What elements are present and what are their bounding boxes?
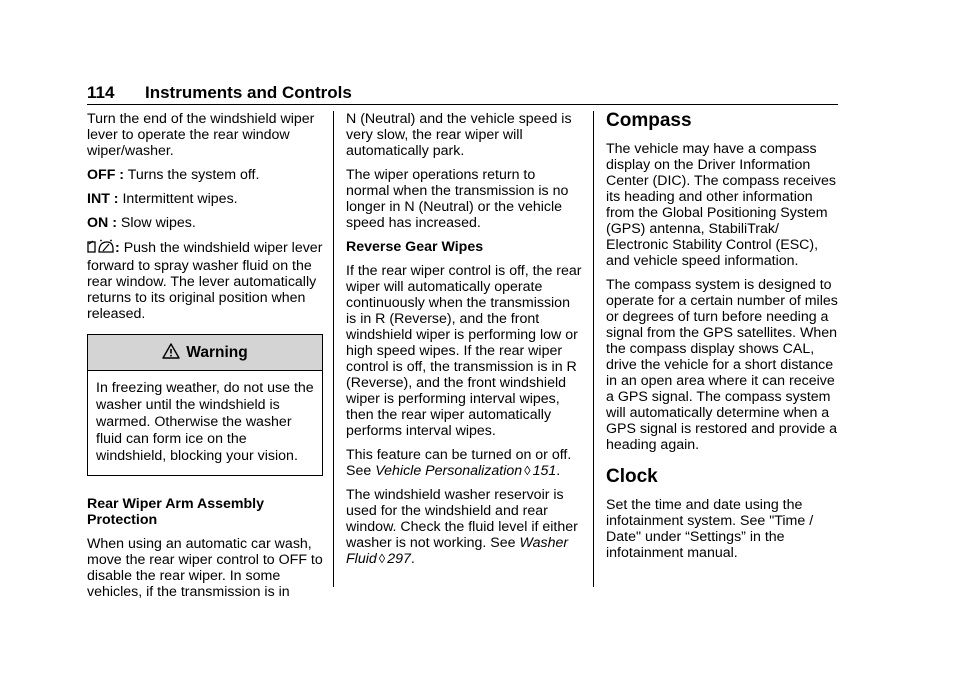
washer-fluid-link[interactable]: Washer Fluid <box>346 535 569 567</box>
compass-paragraph-2: The compass system is designed to operate for a certain number of miles or degrees of turn before needing a signal from the GPS satellites. When the compass display shows CAL, drive the vehicle for a short distance in an open area where it can receive a GPS signal. The compass system will automatically determine when a GPS signal is restored and provide a heading again. <box>606 277 838 453</box>
rear-arm-paragraph: When using an automatic car wash, move the rear wiper control to OFF to disable the rear wiper. In some vehicles, if the transmission is in <box>87 536 323 600</box>
int-item <box>87 191 323 207</box>
page-header <box>87 82 838 105</box>
page-number: 114 <box>87 83 115 102</box>
on-item <box>87 215 323 231</box>
warning-box <box>87 334 323 476</box>
feature-text: This feature can be turned on or off. See <box>346 447 572 479</box>
compass-paragraph-1: The vehicle may have a compass display on the Driver Information Center (DIC). The compass receives its heading and other information from the Global Positioning System (GPS) antenna, StabiliTrak/ Electronic Stability Control (ESC), and vehicle speed information. <box>606 141 836 269</box>
page-ref-icon: ◊ <box>378 551 386 566</box>
clock-paragraph: Set the time and date using the infotainment system. See "Time / Date" under “Settings” in the infotainment manual. <box>606 497 814 561</box>
washer-text: Push the windshield wiper lever forward to spray washer fluid on the rear window. The lever automatically returns to its original position when released. <box>87 240 323 322</box>
neutral-paragraph: N (Neutral) and the vehicle speed is very slow, the rear wiper will automatically park. <box>346 111 572 159</box>
column-divider <box>333 111 334 587</box>
warning-header <box>88 335 322 371</box>
washer-item <box>87 239 323 322</box>
compass-heading: Compass <box>606 110 692 131</box>
warning-title: Warning <box>186 343 248 361</box>
warning-body: In freezing weather, do not use the washer until the windshield is warmed. Otherwise the washer fluid can form ice on the windshield, blocking your vision. <box>96 380 314 464</box>
off-item <box>87 167 323 183</box>
int-text: Intermittent wipes. <box>122 191 238 207</box>
off-label: OFF : <box>87 167 125 183</box>
clock-heading: Clock <box>606 466 658 487</box>
intro-paragraph: Turn the end of the windshield wiper lever to operate the rear window wiper/washer. <box>87 111 315 159</box>
column-divider <box>593 111 594 587</box>
page-ref-number[interactable]: 151 <box>532 463 557 479</box>
on-text: Slow wipes. <box>120 215 196 231</box>
vehicle-personalization-link[interactable]: Vehicle Personalization <box>375 463 523 479</box>
on-label: ON : <box>87 215 117 231</box>
reservoir-paragraph: The windshield washer reservoir is used for the windshield and rear window. Check the fluid level if either washer is not working. See Washer Fluid ◊ 297. <box>346 487 578 567</box>
reservoir-text: The windshield washer reservoir is used for the windshield and rear window. Check the fluid level if either washer is not working. See <box>346 487 578 551</box>
column-right <box>606 111 842 569</box>
section-title: Instruments and Controls <box>145 83 352 102</box>
column-left <box>87 111 323 608</box>
feature-paragraph: This feature can be turned on or off. See Vehicle Personalization ◊ 151. <box>346 447 572 479</box>
return-paragraph: The wiper operations return to normal when the transmission is no longer in N (Neutral) or the vehicle speed has increased. <box>346 167 569 231</box>
page-ref-number[interactable]: 297 <box>387 551 411 567</box>
reverse-heading: Reverse Gear Wipes <box>346 239 484 255</box>
washer-separator: : <box>115 240 120 256</box>
reverse-paragraph: If the rear wiper control is off, the rear wiper will automatically operate continuously when the transmission is in R (Reverse), and the front windshield wiper is performing low or high speed wipes. If the rear wiper control is off, the transmission is in R (Reverse), and the front windshield wiper is performing interval wipes, then the rear wiper automatically performs interval wipes. <box>346 263 582 439</box>
rear-arm-heading: Rear Wiper Arm Assembly Protection <box>87 496 265 528</box>
int-label: INT : <box>87 191 119 207</box>
column-middle <box>346 111 582 575</box>
off-text: Turns the system off. <box>127 167 260 183</box>
warning-icon <box>162 343 186 363</box>
rear-washer-icon <box>87 239 115 258</box>
page-ref-icon: ◊ <box>524 463 531 478</box>
